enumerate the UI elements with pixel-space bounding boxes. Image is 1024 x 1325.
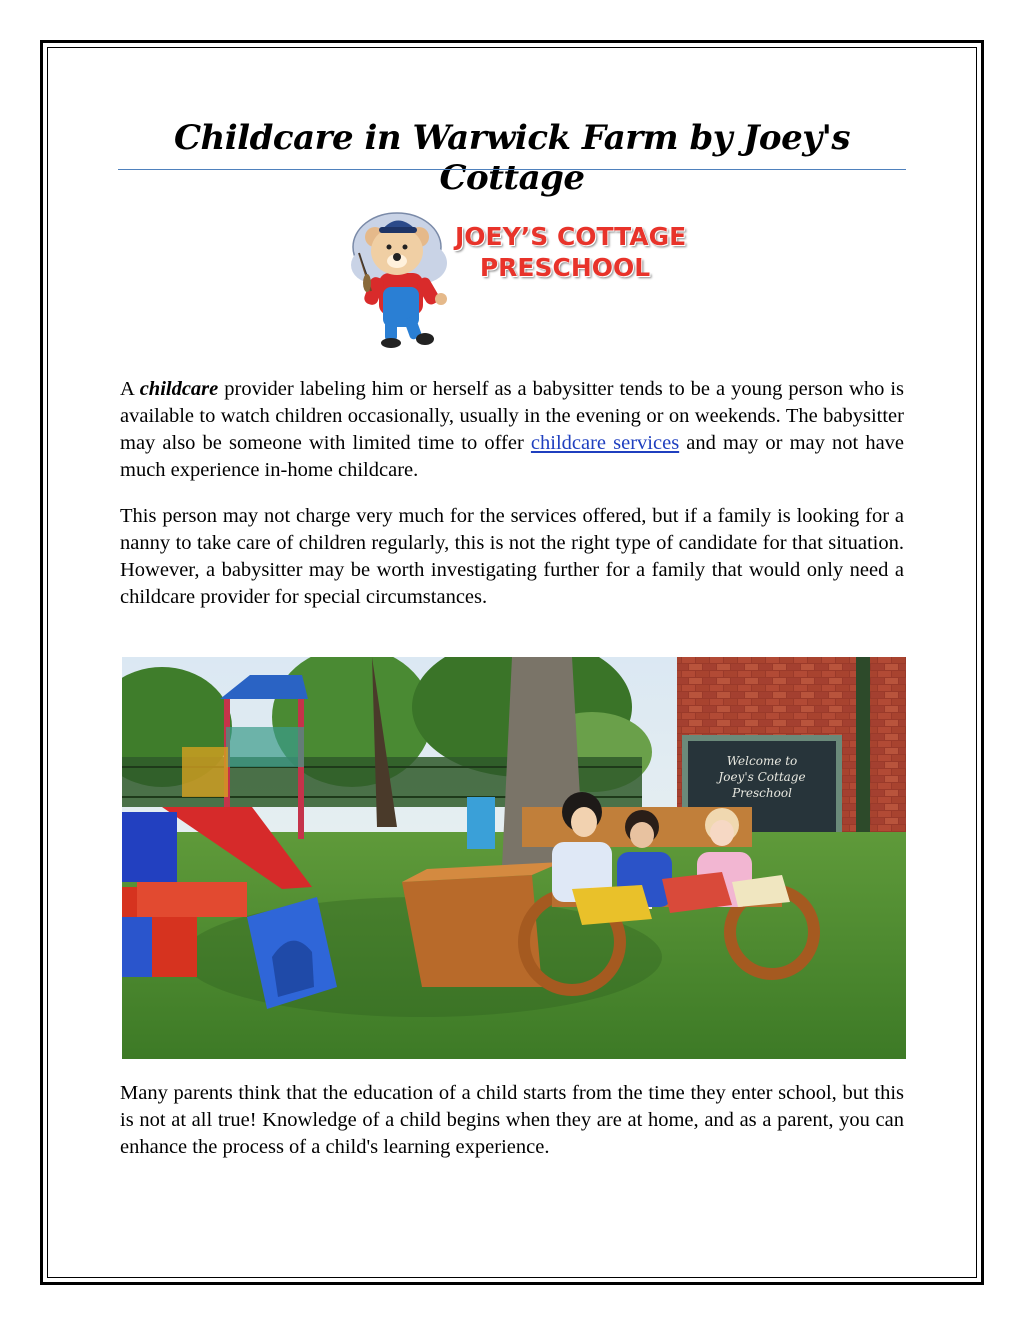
logo-line-1: JOEY’S COTTAGE [455,222,687,251]
bear-mascot-icon [345,203,465,353]
paragraph-1-emphasis: childcare [139,378,219,400]
paragraph-3: Many parents think that the education of a child starts from the time they enter school, but this is not at all true! Knowledge of a child begins when they are at home, and as a parent, you can enhance the process of a child's learning experience. [120,1082,904,1158]
logo-wordmark [455,221,687,283]
chalkboard-line-2: Joey's Cottage [718,770,806,784]
chalkboard-line-3: Preschool [732,786,792,800]
title-underline [118,169,906,170]
joeys-cottage-logo [345,203,687,353]
paragraph-1-prefix: A [120,378,134,400]
paragraph-2: This person may not charge very much for the services offered, but if a family is looking for a nanny to take care of children regularly, this is not the right type of candidate for that situation. However, a babysitter may be worth investigating further for a family that would only need a childcare provider for special circumstances. [120,505,904,608]
paragraph-1-part-2: and may or may not have much experience in-home childcare. [120,432,905,481]
chalkboard-line-1: Welcome to [726,754,798,768]
logo-line-2: PRESCHOOL [479,253,651,282]
childcare-services-link[interactable]: childcare services [530,432,680,454]
playground-photo [122,657,906,1059]
playground-photo-image [122,657,906,1059]
paragraph-1-part-1: provider labeling him or herself as a babysitter tends to be a young person who is available to watch children occasionally, usually in the evening or on weekends. The babysitter may also be someone with limited time to offer [120,378,904,454]
page-title: Childcare in Warwick Farm by Joey's Cottage [173,118,851,198]
paragraph-1 [120,376,904,484]
